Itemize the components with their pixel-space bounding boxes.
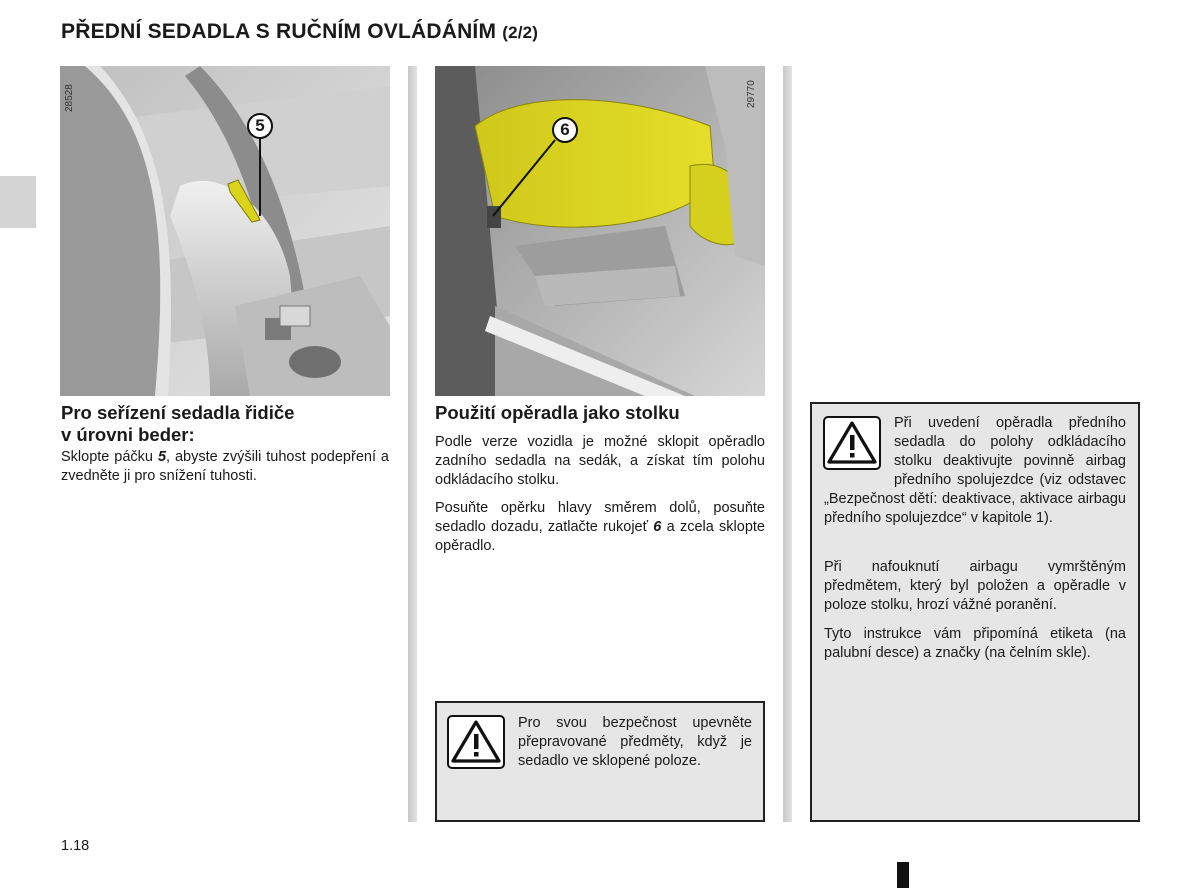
warning-airbag-p3: Tyto instrukce vám připomíná etiketa (na palubní desce) a značky (na čelním skle). (824, 626, 1126, 661)
callout-6: 6 (552, 117, 578, 143)
edge-mark (897, 862, 909, 888)
column-divider (783, 66, 792, 822)
lumbar-heading-line2: v úrovni beder: (61, 424, 195, 445)
table-paragraph-2 (435, 499, 765, 556)
page-title (61, 20, 538, 44)
table-heading: Použití opěradla jako stolku (435, 402, 680, 423)
lumbar-text-before: Sklopte páčku (61, 449, 158, 465)
warning-airbag-p2: Při nafouknutí airbagu vymrštěným předmětem, který byl položen a opěradle v poloze stolku, hrozí vážné poranění. (824, 559, 1126, 613)
table-handle-ref: 6 (653, 519, 662, 535)
figure-lumbar-lever (60, 66, 390, 396)
seat-table-illustration (435, 66, 765, 396)
warning-box-secure-objects (435, 701, 765, 822)
column-divider (408, 66, 417, 822)
figure-ref-number: 28528 (64, 84, 75, 112)
warning-airbag-p1 (824, 414, 1126, 528)
warning-secure-objects-text: Pro svou bezpečnost upevněte přepravované předměty, když je sedadlo ve sklopené poloze. (518, 715, 752, 769)
page-number: 1.18 (61, 838, 90, 854)
table-paragraph-1: Podle verze vozidla je možné sklopit opěradlo zadního sedadla na sedák, a získat tím polohu odkládacího stolku. (435, 434, 765, 488)
callout-5: 5 (247, 113, 273, 139)
warning-airbag-p1-text: Při uvedení opěradla předního sedadla do polohy odkládacího stolku deaktivujte povinně airbag předního spolujezdce (viz odstavec „Bezpečnost dětí: deaktivace, aktivace airbagu předního spolujezdce“ v kapitole 1). (824, 415, 1126, 526)
warning-triangle-icon (447, 715, 505, 769)
lumbar-heading (61, 402, 391, 446)
warning-box-airbag (810, 402, 1140, 822)
lumbar-instructions (61, 448, 389, 486)
lumbar-lever-ref: 5 (157, 449, 167, 465)
lumbar-heading-line1: Pro seřízení sedadla řidiče (61, 402, 295, 423)
page-title-main: PŘEDNÍ SEDADLA S RUČNÍM OVLÁDÁNÍM (61, 20, 497, 43)
section-tab (0, 176, 36, 228)
lumbar-lever-illustration (60, 66, 390, 396)
table-text-after: a zcela sklopte opěradlo. (435, 519, 765, 554)
page-title-part: (2/2) (502, 23, 539, 42)
table-text-before: Posuňte opěrku hlavy směrem dolů, posuňte sedadlo dozadu, zatlačte rukojeť (435, 500, 765, 535)
figure-ref-number: 29770 (746, 80, 757, 108)
lumbar-text-after: , abyste zvýšili tuhost podepření a zvedněte ji pro snížení tuhosti. (61, 449, 389, 484)
figure-seat-table (435, 66, 765, 396)
